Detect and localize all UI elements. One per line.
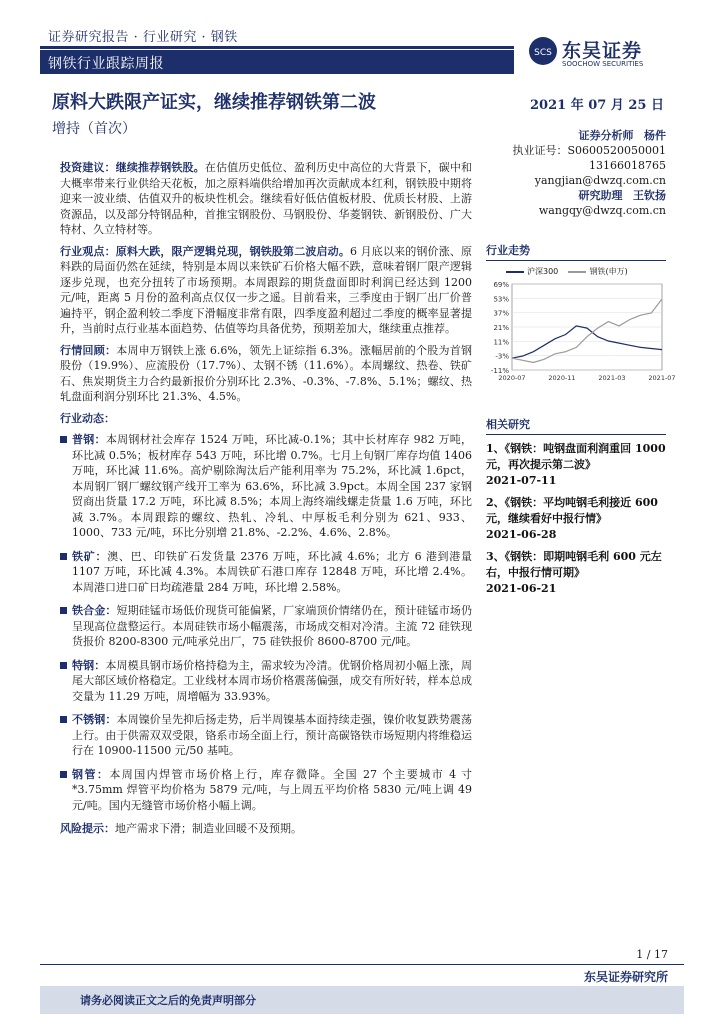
industry-view: 行业观点：原料大跌，限产逻辑兑现，钢铁股第二波启动。6 月底以来的钢价涨、原料跌的局面仍然在延续，特别是本周以来铁矿石价格大幅不跌，意味着钢厂限产逻辑逐步兑现，也充分扭转了市场预期。本周跟踪的期货盘面即时利润已经达到 1200 元/吨，距离 5 月份的盈利高点仅仅一步之遥。目前看来，三季度由于钢厂出厂价普遍持平，钢企盈利较二季度下滑幅度非常有限，四季度盈利超过二季度的概率显著提升，当前时点行业基本面趋势、估值等均具备优势，预期差加大，继续重点推荐。 xyxy=(60,244,473,335)
rating: 增持（首次） xyxy=(52,121,136,137)
company-logo xyxy=(528,36,678,72)
dynamics-item: 铁合金：短期硅锰市场低价现货可能偏紧，厂家端顶价情绪仍在，预计硅锰市场仍呈现高位盘整运行。本周硅铁市场小幅震荡，市场成交相对冷清。主流 72 硅铁现货报价 8200-8300 元/吨承兑出厂，75 硅铁报价 8600-8700 元/吨。 xyxy=(60,603,472,650)
report-date: 2021 年 07 月 25 日 xyxy=(530,98,664,113)
market-review: 行情回顾：本周申万钢铁上涨 6.6%，领先上证综指 6.3%。涨幅居前的个股为首钢股份（19.9%）、应流股份（17.7%）、太钢不锈（11.6%）。本周螺纹、热卷、铁矿石、焦炭期货主力合约最新报价分别环比 2.3%、-0.3%、-7.8%、5.1%；螺纹、热轧盘面利润分别环比 21.3%、4.5%。 xyxy=(60,343,473,403)
dynamics-item: 不锈钢：本周镍价呈先抑后扬走势，后半周镍基本面持续走强，镍价收复跌势震荡上行。由于供需双双受限，铬系市场全面上行，预计高碳铬铁市场短期内将维稳运行在 10900-11500 元/50 基吨。 xyxy=(60,712,472,759)
footer-firm: 东吴证券研究所 xyxy=(583,970,668,984)
report-category: 证券研究报告 · 行业研究 · 钢铁 xyxy=(48,30,238,45)
x-tick-label: 2021-03 xyxy=(598,374,626,382)
y-tick-label: 69% xyxy=(493,281,509,289)
trend-section xyxy=(486,242,666,261)
x-tick-label: 2021-07 xyxy=(648,374,676,382)
dynamics-item: 普钢：本周钢材社会库存 1524 万吨，环比减-0.1%；其中长材库存 982 万吨，环比减 0.5%；板材库存 543 万吨，环比增 0.7%。七月上旬钢厂库存均值 1406 万吨，环比减 11.6%。高炉剔除淘汰后产能利用率为 75.2%，环比减 1.6pct，本周钢厂钢厂螺纹钢产线开工率为 63.6%，环比减 3.9pct。本周全国 237 家钢贸商出货量 17.2 万吨，环比减 8.5%；本周上海终端线螺走货量 1.6 万吨，环比减 3.7%。本周跟踪的螺纹、热轧、冷轧、中厚板毛利分别为 621、933、1000、733 元/吨，环比分别增 21.8%、-2.2%、4.6%、2.8%。 xyxy=(60,432,472,541)
phone: 13166018765 xyxy=(589,159,666,172)
lead-analyst: 证券分析师 杨件 xyxy=(578,129,666,142)
assistant-email[interactable]: wangqy@dwzq.com.cn xyxy=(538,204,666,217)
x-tick-label: 2020-07 xyxy=(498,374,526,382)
lead-email[interactable]: yangjian@dwzq.com.cn xyxy=(534,174,666,187)
legend-label: 沪深300 xyxy=(527,267,559,276)
industry-trend-chart xyxy=(486,262,676,386)
x-tick-label: 2020-11 xyxy=(548,374,576,382)
report-series-bar: 钢铁行业跟踪周报 xyxy=(40,50,514,74)
header-rule xyxy=(40,46,514,49)
investment-advice: 投资建议：继续推荐钢铁股。在估值历史低位、盈利历史中高位的大背景下，碳中和大概率带来行业供给天花板，加之原料端供给增加再次贡献成本红利，钢铁股中期将迎来一波业绩、估值双升的板块性机会。继续看好低估值板材股、优质长材股、上游资源品，以及部分特钢品种，首推宝钢股份、马钢股份、华菱钢铁、新钢股份、广大特材、久立特材等。 xyxy=(60,161,473,236)
logo-text-en: SOOCHOW SECURITIES xyxy=(562,60,644,68)
dynamics-item: 特钢：本周模具钢市场价格持稳为主，需求较为冷清。优钢价格周初小幅上涨，周尾大部区域价格稳定。工业线材本周市场价格震荡偏强，成交有所好转，样本总成交量为 11.29 万吨，周增幅为 33.93%。 xyxy=(60,658,472,705)
logo-mark-icon xyxy=(528,36,558,66)
legend-swatch-hs300 xyxy=(506,271,524,273)
assistant: 研究助理 王钦扬 xyxy=(578,189,666,202)
related-item[interactable]: 1、《钢铁：吨钢盘面利润重回 1000 元，再次提示第二波》 2021-07-11 xyxy=(486,442,666,487)
chart-legend xyxy=(506,266,628,277)
industry-dynamics-heading: 行业动态： xyxy=(60,411,115,425)
chart-plot xyxy=(486,262,676,386)
dynamics-item: 钢管：本周国内焊管市场价格上行，库存微降。全国 27 个主要城市 4 寸 *3.75mm 焊管平均价格为 5879 元/吨，与上周五平均价格 5830 元/吨上调 49 元/吨。国内无缝管市场价格小幅上调。 xyxy=(60,767,472,814)
y-tick-label: 53% xyxy=(493,295,509,304)
logo-text-cn: 东吴证券 xyxy=(562,40,643,62)
related-list xyxy=(486,441,666,597)
analyst-block xyxy=(486,128,666,218)
series-line xyxy=(512,326,662,358)
dynamics-item: 铁矿：澳、巴、印铁矿石发货量 2376 万吨，环比减 4.6%；北方 6 港到港量 1107 万吨，环比减 4.3%。本周铁矿石港口库存 12848 万吨，环比增 2.4%。本周港口进口矿日均疏港量 284 万吨，环比增 2.58%。 xyxy=(60,549,472,596)
related-research xyxy=(486,416,666,597)
related-item[interactable]: 3、《钢铁：即期吨钢毛利 600 元左右，中报行情可期》 2021-06-21 xyxy=(486,550,662,595)
svg-text:SCS: SCS xyxy=(534,48,552,58)
series-line xyxy=(512,299,662,363)
disclaimer-text: 请务必阅读正文之后的免责声明部分 xyxy=(80,994,256,1007)
y-tick-label: 21% xyxy=(493,324,509,332)
y-tick-label: -11% xyxy=(490,367,509,375)
related-heading: 相关研究 xyxy=(486,416,666,435)
report-body xyxy=(60,160,472,843)
page-number: 1 / 17 xyxy=(636,948,668,961)
related-item[interactable]: 2、《钢铁：平均吨钢毛利接近 600 元，继续看好中报行情》 2021-06-28 xyxy=(486,496,658,541)
y-tick-label: 37% xyxy=(493,309,509,318)
footer-rule xyxy=(40,964,684,965)
y-tick-label: -3% xyxy=(495,352,509,361)
report-title: 原料大跌限产证实，继续推荐钢铁第二波 xyxy=(52,92,376,113)
risk-warning: 风险提示：地产需求下滑；制造业回暖不及预期。 xyxy=(60,822,302,835)
y-tick-label: 11% xyxy=(493,338,509,347)
trend-heading: 行业走势 xyxy=(486,242,666,261)
legend-label: 钢铁(申万) xyxy=(589,267,628,276)
legend-swatch-steel xyxy=(568,271,586,273)
cert-number: 执业证号：S0600520050001 xyxy=(512,144,666,157)
